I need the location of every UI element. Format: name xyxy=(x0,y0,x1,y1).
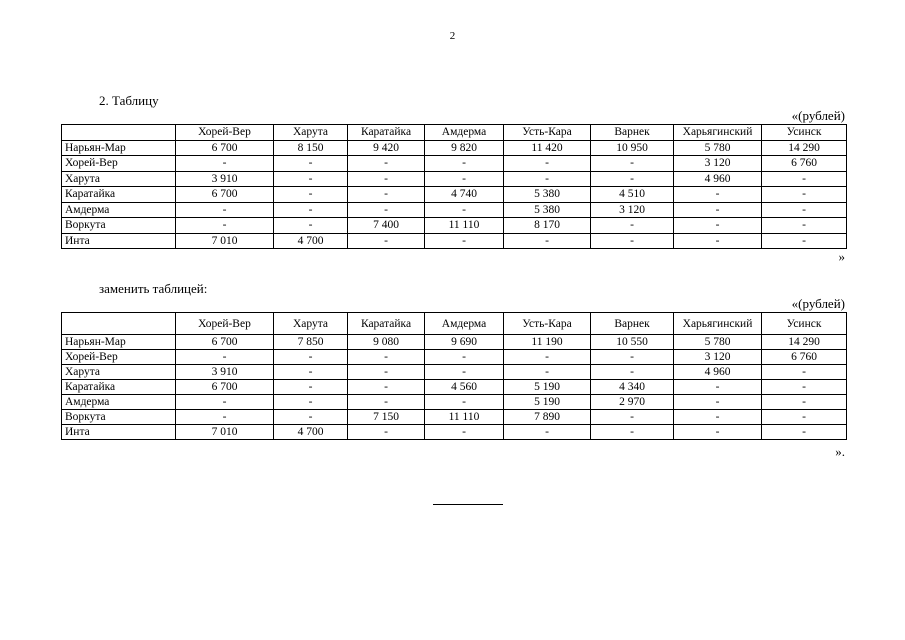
table-cell: 9 080 xyxy=(348,335,425,350)
table-cell: - xyxy=(762,380,847,395)
row-label: Нарьян-Мар xyxy=(62,140,176,156)
table-cell: 5 780 xyxy=(674,335,762,350)
table-cell: - xyxy=(504,350,591,365)
table-cell: - xyxy=(674,380,762,395)
table-cell: - xyxy=(504,233,591,249)
table-cell: - xyxy=(591,410,674,425)
table-cell: - xyxy=(504,425,591,440)
table-cell: - xyxy=(425,350,504,365)
table-cell: 7 850 xyxy=(274,335,348,350)
table-cell: 10 550 xyxy=(591,335,674,350)
table-cell: 5 780 xyxy=(674,140,762,156)
table-cell: 4 340 xyxy=(591,380,674,395)
table-body xyxy=(62,335,847,440)
table-cell: 2 970 xyxy=(591,395,674,410)
table-cell: - xyxy=(274,156,348,172)
table-cell: 4 960 xyxy=(674,171,762,187)
table-cell: - xyxy=(348,202,425,218)
table-cell: 4 700 xyxy=(274,425,348,440)
row-label: Хорей-Вер xyxy=(62,350,176,365)
table-cell: 4 510 xyxy=(591,187,674,203)
table-cell: - xyxy=(274,202,348,218)
row-label: Каратайка xyxy=(62,380,176,395)
fare-table-replacement xyxy=(61,312,847,440)
table-cell: 14 290 xyxy=(762,140,847,156)
table-cell: - xyxy=(674,202,762,218)
table-cell: - xyxy=(504,156,591,172)
table-cell: - xyxy=(674,233,762,249)
column-header: Усть-Кара xyxy=(504,125,591,141)
table-cell: 9 690 xyxy=(425,335,504,350)
table-cell: 14 290 xyxy=(762,335,847,350)
table-cell: - xyxy=(348,350,425,365)
row-label: Хорей-Вер xyxy=(62,156,176,172)
row-label: Инта xyxy=(62,233,176,249)
row-label: Воркута xyxy=(62,218,176,234)
table-cell: 3 910 xyxy=(176,365,274,380)
table-cell: 5 380 xyxy=(504,202,591,218)
column-header: Харута xyxy=(274,313,348,335)
table-header-row xyxy=(62,125,847,141)
row-label: Нарьян-Мар xyxy=(62,335,176,350)
table-row xyxy=(62,202,847,218)
table-row xyxy=(62,171,847,187)
table-cell: 9 820 xyxy=(425,140,504,156)
column-header: Амдерма xyxy=(425,125,504,141)
table-cell: - xyxy=(274,410,348,425)
table-cell: 3 120 xyxy=(591,202,674,218)
table-cell: - xyxy=(176,410,274,425)
column-header: Усинск xyxy=(762,125,847,141)
table-cell: - xyxy=(176,218,274,234)
table-cell: 10 950 xyxy=(591,140,674,156)
table-cell: 4 960 xyxy=(674,365,762,380)
table-cell: - xyxy=(348,187,425,203)
table-row xyxy=(62,365,847,380)
fare-table-original xyxy=(61,124,847,249)
table-row xyxy=(62,140,847,156)
table-cell: - xyxy=(274,171,348,187)
table-cell: 7 890 xyxy=(504,410,591,425)
table-cell: - xyxy=(348,233,425,249)
table-cell: 5 190 xyxy=(504,395,591,410)
column-header: Варнек xyxy=(591,313,674,335)
table-cell: - xyxy=(591,365,674,380)
table-row xyxy=(62,350,847,365)
table-cell: - xyxy=(274,365,348,380)
table-cell: 8 150 xyxy=(274,140,348,156)
table-cell: - xyxy=(591,425,674,440)
table-cell: 4 560 xyxy=(425,380,504,395)
table-cell: 6 760 xyxy=(762,156,847,172)
table-cell: - xyxy=(274,187,348,203)
table-cell: 6 700 xyxy=(176,140,274,156)
table-cell: 3 910 xyxy=(176,171,274,187)
section2-unit-label: «(рублей) xyxy=(791,296,845,311)
table-cell: 4 740 xyxy=(425,187,504,203)
table-cell: - xyxy=(348,380,425,395)
table-corner-cell xyxy=(62,313,176,335)
table-cell: - xyxy=(274,350,348,365)
table-cell: - xyxy=(674,410,762,425)
table-row xyxy=(62,156,847,172)
table-cell: - xyxy=(274,380,348,395)
table-row xyxy=(62,410,847,425)
table-cell: - xyxy=(762,365,847,380)
table-row xyxy=(62,233,847,249)
table-cell: 9 420 xyxy=(348,140,425,156)
table-cell: - xyxy=(176,202,274,218)
table-cell: 11 110 xyxy=(425,218,504,234)
row-label: Инта xyxy=(62,425,176,440)
section1-closing-quote: » xyxy=(838,249,845,264)
table-cell: - xyxy=(425,233,504,249)
table-cell: 6 700 xyxy=(176,380,274,395)
table-row xyxy=(62,395,847,410)
table-cell: 7 150 xyxy=(348,410,425,425)
table-cell: - xyxy=(504,171,591,187)
table-cell: 5 190 xyxy=(504,380,591,395)
column-header: Хорей-Вер xyxy=(176,313,274,335)
table-cell: - xyxy=(762,395,847,410)
column-header: Харьягинский xyxy=(674,125,762,141)
row-label: Харута xyxy=(62,365,176,380)
table-cell: - xyxy=(348,365,425,380)
table-cell: - xyxy=(425,202,504,218)
table-cell: 8 170 xyxy=(504,218,591,234)
column-header: Усинск xyxy=(762,313,847,335)
table-cell: - xyxy=(348,395,425,410)
section1-unit-label: «(рублей) xyxy=(791,108,845,123)
table-cell: - xyxy=(425,395,504,410)
table-cell: - xyxy=(176,156,274,172)
table-cell: 6 760 xyxy=(762,350,847,365)
table-cell: - xyxy=(591,218,674,234)
table-cell: - xyxy=(504,365,591,380)
table-cell: - xyxy=(762,171,847,187)
table-row xyxy=(62,380,847,395)
table-cell: - xyxy=(591,171,674,187)
column-header: Харьягинский xyxy=(674,313,762,335)
table-row xyxy=(62,335,847,350)
column-header: Каратайка xyxy=(348,313,425,335)
table-cell: - xyxy=(425,171,504,187)
table-cell: 4 700 xyxy=(274,233,348,249)
table-cell: 5 380 xyxy=(504,187,591,203)
table-cell: 11 190 xyxy=(504,335,591,350)
table-cell: - xyxy=(591,156,674,172)
table-corner-cell xyxy=(62,125,176,141)
section1-intro: 2. Таблицу xyxy=(99,93,159,108)
table-cell: - xyxy=(674,395,762,410)
table-row xyxy=(62,425,847,440)
table-cell: - xyxy=(674,218,762,234)
table-cell: - xyxy=(591,350,674,365)
table-cell: - xyxy=(762,218,847,234)
table-cell: - xyxy=(176,350,274,365)
section2-closing-quote: ». xyxy=(835,444,845,459)
column-header: Харута xyxy=(274,125,348,141)
section2-intro: заменить таблицей: xyxy=(99,281,208,296)
row-label: Воркута xyxy=(62,410,176,425)
table-cell: - xyxy=(762,202,847,218)
table-cell: - xyxy=(348,171,425,187)
table-cell: - xyxy=(762,425,847,440)
table-cell: 6 700 xyxy=(176,335,274,350)
table-row xyxy=(62,218,847,234)
table-cell: 3 120 xyxy=(674,156,762,172)
end-divider-line xyxy=(433,504,503,505)
column-header: Хорей-Вер xyxy=(176,125,274,141)
column-header: Усть-Кара xyxy=(504,313,591,335)
table-cell: - xyxy=(425,425,504,440)
table-cell: 3 120 xyxy=(674,350,762,365)
table-header-row xyxy=(62,313,847,335)
table-cell: - xyxy=(591,233,674,249)
table-cell: 6 700 xyxy=(176,187,274,203)
table-cell: - xyxy=(762,410,847,425)
table-body xyxy=(62,140,847,249)
row-label: Каратайка xyxy=(62,187,176,203)
table-cell: - xyxy=(274,395,348,410)
table-cell: 11 110 xyxy=(425,410,504,425)
table-cell: 11 420 xyxy=(504,140,591,156)
column-header: Каратайка xyxy=(348,125,425,141)
column-header: Варнек xyxy=(591,125,674,141)
table-cell: - xyxy=(762,233,847,249)
table-cell: 7 010 xyxy=(176,233,274,249)
page-number: 2 xyxy=(449,30,456,42)
table-cell: - xyxy=(176,395,274,410)
column-header: Амдерма xyxy=(425,313,504,335)
row-label: Харута xyxy=(62,171,176,187)
table-cell: - xyxy=(274,218,348,234)
table-cell: 7 400 xyxy=(348,218,425,234)
table-cell: - xyxy=(348,156,425,172)
table-cell: - xyxy=(674,187,762,203)
table-cell: - xyxy=(425,365,504,380)
table-cell: - xyxy=(674,425,762,440)
table-cell: 7 010 xyxy=(176,425,274,440)
row-label: Амдерма xyxy=(62,202,176,218)
table-row xyxy=(62,187,847,203)
table-cell: - xyxy=(348,425,425,440)
row-label: Амдерма xyxy=(62,395,176,410)
table-cell: - xyxy=(762,187,847,203)
table-cell: - xyxy=(425,156,504,172)
